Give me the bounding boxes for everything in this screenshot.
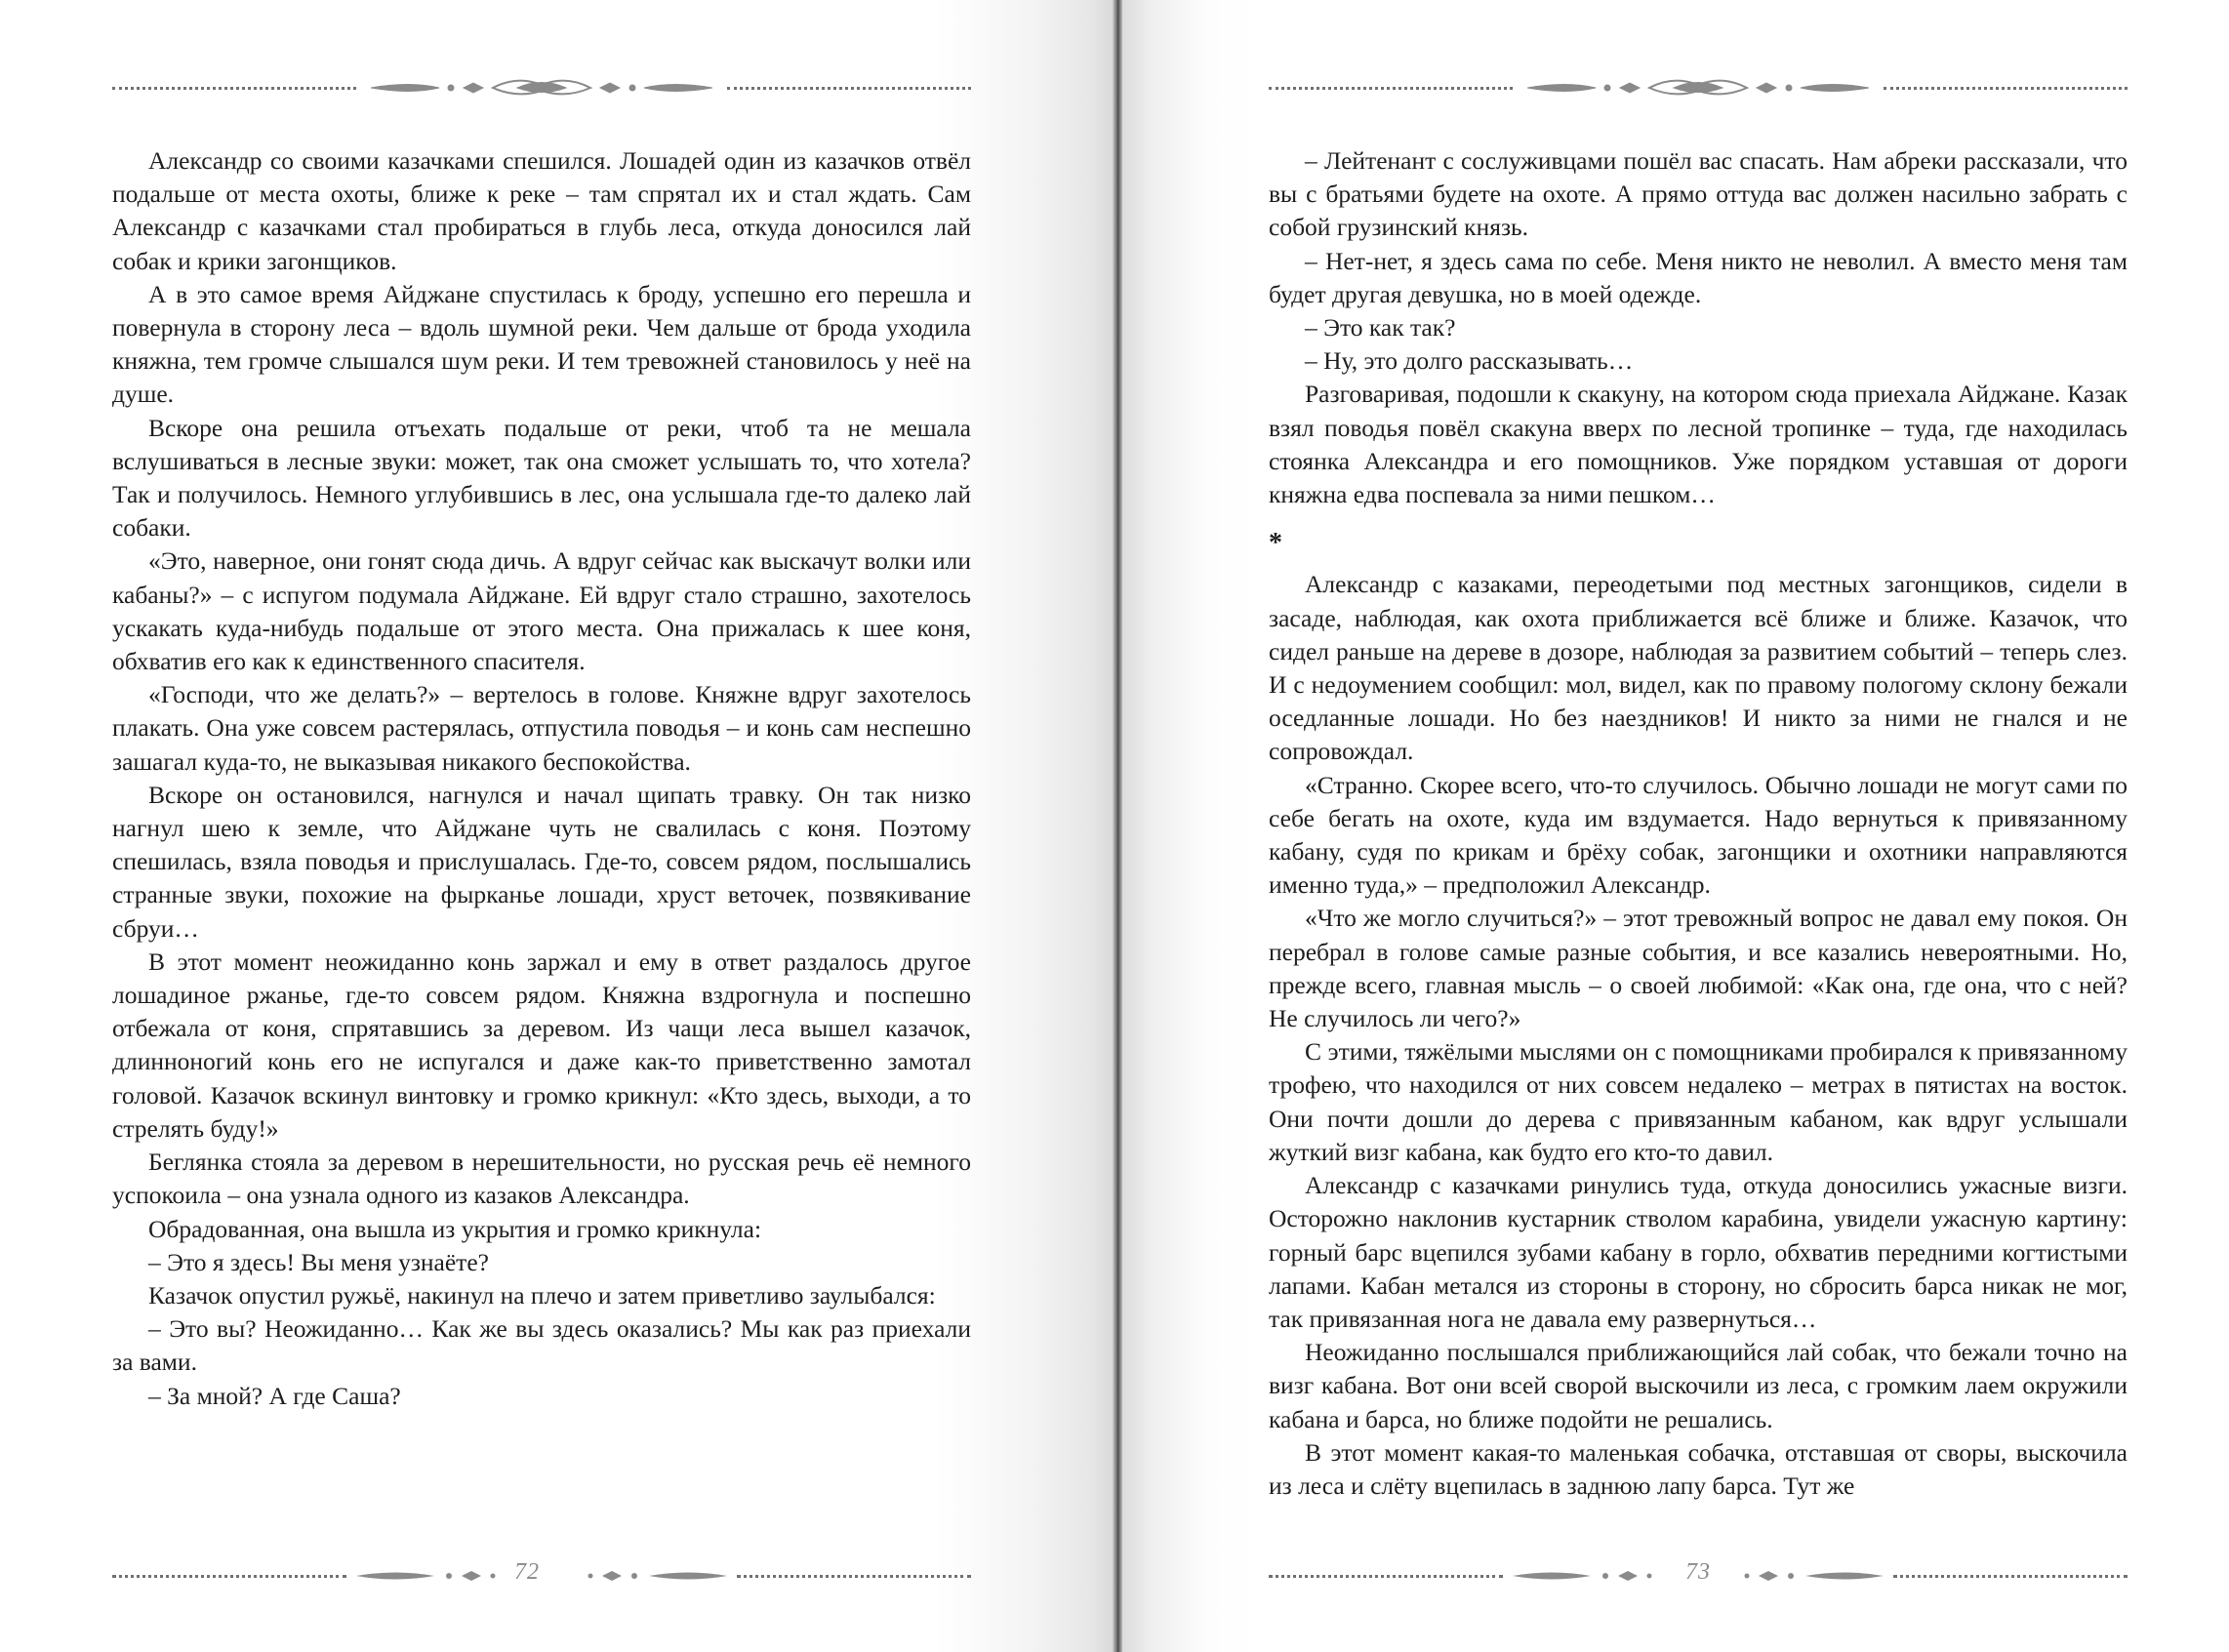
left-page <box>0 0 1113 1652</box>
paragraph: Александр со своими казачками спешился. Лошадей один из казачков отвёл подальше от места охоты, ближе к реке – там спрятал их и стал ждать. Сам Александр с казачками стал пробираться в глубь леса, откуда доносился лай собак и крики загонщиков. <box>112 146 971 275</box>
flourish-icon <box>1513 1561 1659 1591</box>
paragraph: Казачок опустил ружьё, накинул на плечо и затем приветливо заулыбался: <box>148 1280 936 1310</box>
paragraph: «Что же могло случиться?» – этот тревожный вопрос не давал ему покоя. Он перебрал в голове самые разные события, и все казались невероятными. Но, прежде всего, главная мысль – о своей любимой: «Как она, где она, что с ней? Не случилось ли чего?» <box>1269 904 2128 1033</box>
paragraph: «Странно. Скорее всего, что-то случилось. Обычно лошади не могут сами по себе бегать на охоте, куда им вздумается. Надо вернуться к привязанному кабану, судя по крикам и брёху собак, загонщики и охотники направляются именно туда,» – предположил Александр. <box>1269 770 2128 900</box>
flourish-icon <box>581 1561 727 1591</box>
paragraph: Разговаривая, подошли к скакуну, на котором сюда приехала Айджане. Казак взял поводья повёл скакуна вверх по лесной тропинке – туда, где находилась стоянка Александра и его помощников. Уже порядком уставшая от дороги княжна едва поспевала за ними пешком… <box>1269 380 2128 509</box>
paragraph: «Господи, что же делать?» – вертелось в голове. Княжне вдруг захотелось плакать. Она уже совсем растерялась, отпустила поводья – и конь сам неспешно зашагал куда-то, не выказывая никакого беспокойства. <box>112 680 971 776</box>
paragraph: Вскоре она решила отъехать подальше от реки, чтоб та не мешала вслушиваться в лесные звуки: может, так она сможет услышать то, что хотела? Так и получилось. Немного углубившись в лес, она услышала где-то далеко лай собаки. <box>112 413 971 543</box>
top-ornament <box>112 73 971 102</box>
paragraph: Неожиданно послышался приближающийся лай собак, что бежали точно на визг кабана. Вот они всей сворой выскочили из леса, с громким лаем окружили кабана и барса, но ближе подойти не решались. <box>1269 1338 2128 1433</box>
flourish-icon <box>1737 1561 1884 1591</box>
flourish-icon <box>1527 73 1869 102</box>
paragraph: – Это вы? Неожиданно… Как же вы здесь оказались? Мы как раз приехали за вами. <box>112 1314 971 1377</box>
paragraph: – За мной? А где Саша? <box>148 1381 401 1410</box>
paragraph: Александр с казаками, переодетыми под местных загонщиков, сидели в засаде, наблюдая, как охота приближается всё ближе и ближе. Казачок, что сидел раньше на дереве в дозоре, наблюдая за развитием событий – теперь слез. И с недоумением сообщил: мол, видел, как по правому пологому склону бежали оседланные лошади. Но без наездников! И никто за ними не гнался и не сопровождал. <box>1269 570 2128 766</box>
paragraph: – Нет-нет, я здесь сама по себе. Меня никто не неволил. А вместо меня там будет другая девушка, но в моей одежде. <box>1269 246 2128 308</box>
paragraph: В этот момент какая-то маленькая собачка, отставшая от своры, выскочила из леса и слёту вцепилась в заднюю лапу барса. Тут же <box>1269 1437 2128 1500</box>
book-gutter <box>1113 0 1122 1652</box>
paragraph: В этот момент неожиданно конь заржал и ему в ответ раздалось другое лошадиное ржанье, где-то совсем рядом. Княжна вздрогнула и поспешно отбежала от коня, спрятавшись за деревом. Из чащи леса вышел казачок, длинноногий конь его не испугался и даже как-то приветственно замотал головой. Казачок вскинул винтовку и громко крикнул: «Кто здесь, выходи, а то стрелять буду!» <box>112 947 971 1143</box>
paragraph: Обрадованная, она вышла из укрытия и громко крикнула: <box>148 1214 762 1243</box>
paragraph: А в это самое время Айджане спустилась к броду, успешно его перешла и повернула в сторону леса – вдоль шумной реки. Чем дальше от брода уходила княжна, тем громче слышался шум реки. И тем тревожней становилось у неё на душе. <box>112 279 971 409</box>
paragraph: – Лейтенант с сослуживцами пошёл вас спасать. Нам абреки рассказали, что вы с братьями будете на охоте. А прямо оттуда вас должен насильно забрать с собой грузинский князь. <box>1269 146 2128 242</box>
right-page-text <box>1269 144 2128 1503</box>
paragraph: – Ну, это долго рассказывать… <box>1305 346 1634 376</box>
flourish-icon <box>371 73 712 102</box>
paragraph: Александр с казачками ринулись туда, откуда доносились ужасные визги. Осторожно наклонив кустарник стволом карабина, увидели ужасную картину: горный барс вцепился зубами кабану в горло, обхватив передними когтистыми лапами. Кабан метался из стороны в сторону, но сбросить барса никак не мог, так привязанная нога не давала ему развернуться… <box>1269 1171 2128 1333</box>
flourish-icon <box>356 1561 503 1591</box>
left-page-text <box>112 144 971 1413</box>
paragraph: Вскоре он остановился, нагнулся и начал щипать травку. Он так низко нагнул шею к земле, что Айджане чуть не свалилась с коня. Поэтому спешилась, взяла поводья и прислушалась. Где-то, совсем рядом, послышались странные звуки, похожие на фырканье лошади, хруст веточек, позвякивание сбруи… <box>112 780 971 943</box>
paragraph: С этими, тяжёлыми мыслями он с помощниками пробирался к привязанному трофею, что находился от них совсем недалеко – метрах в пятистах на восток. Они почти дошли до дерева с привязанным кабаном, как вдруг услышали жуткий визг кабана, как будто его кто-то давил. <box>1269 1037 2128 1166</box>
top-ornament <box>1269 73 2128 102</box>
page-number: 73 <box>1685 1559 1711 1585</box>
paragraph: Беглянка стояла за деревом в нерешительности, но русская речь её немного успокоила – она узнала одного из казаков Александра. <box>112 1148 971 1210</box>
section-separator: * <box>1269 528 1282 559</box>
paragraph: «Это, наверное, они гонят сюда дичь. А вдруг сейчас как выскачут волки или кабаны?» – с испугом подумала Айджане. Ей вдруг стало страшно, захотелось ускакать куда-нибудь подальше от этого места. Она прижалась к шее коня, обхватив его как к единственного спасителя. <box>112 546 971 676</box>
page-number: 72 <box>514 1559 540 1585</box>
paragraph: – Это я здесь! Вы меня узнаёте? <box>148 1247 489 1276</box>
paragraph: – Это как так? <box>1305 313 1456 342</box>
